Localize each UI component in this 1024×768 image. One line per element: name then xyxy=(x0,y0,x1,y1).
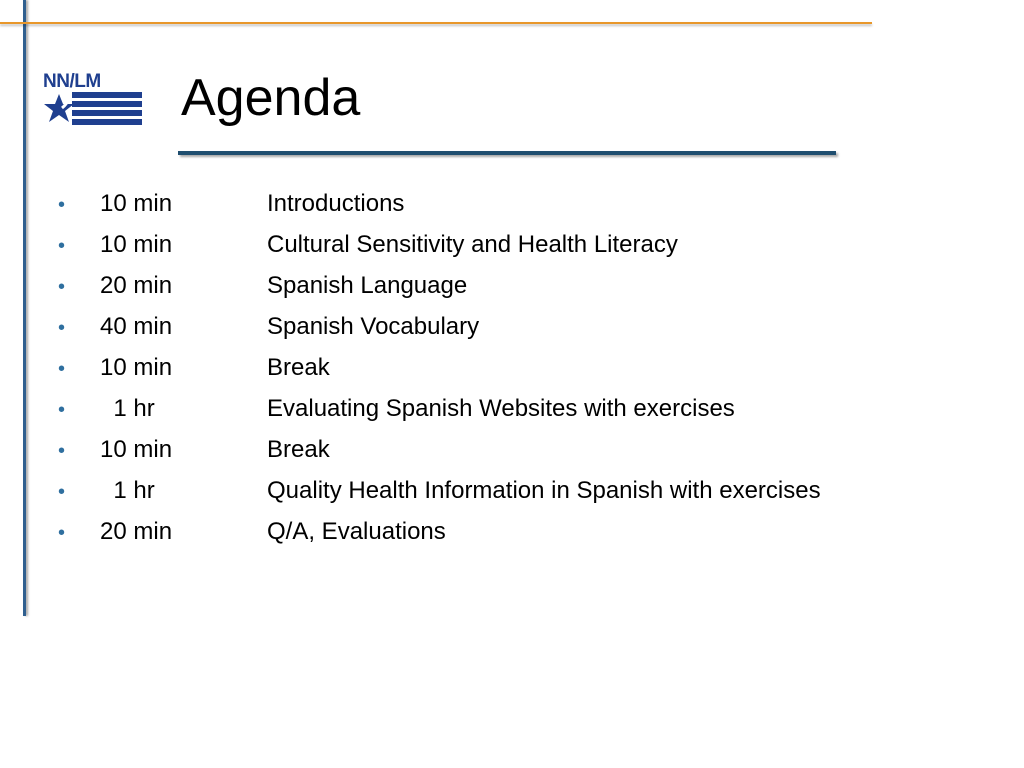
agenda-list xyxy=(58,183,821,552)
agenda-duration: 40 min xyxy=(100,313,173,340)
title-underline xyxy=(178,151,836,155)
agenda-item xyxy=(58,306,821,347)
bullet-icon: • xyxy=(58,522,66,544)
top-accent-rule xyxy=(0,22,872,24)
nnlm-logo xyxy=(42,70,144,128)
logo-text: NN/LM xyxy=(43,71,101,92)
agenda-duration: 20 min xyxy=(100,518,173,545)
agenda-duration: 1 hr xyxy=(100,477,155,504)
left-accent-bar xyxy=(23,0,26,616)
agenda-item xyxy=(58,347,821,388)
agenda-activity: Q/A, Evaluations xyxy=(267,518,446,545)
agenda-duration: 10 min xyxy=(100,190,173,217)
agenda-activity: Break xyxy=(267,354,330,381)
bullet-icon: • xyxy=(58,481,66,503)
bullet-icon: • xyxy=(58,194,66,216)
agenda-item xyxy=(58,183,821,224)
agenda-activity: Introductions xyxy=(267,190,405,217)
agenda-duration: 10 min xyxy=(100,436,173,463)
agenda-item xyxy=(58,388,821,429)
agenda-duration: 10 min xyxy=(100,354,173,381)
bullet-icon: • xyxy=(58,440,66,462)
bullet-icon: • xyxy=(58,235,66,257)
agenda-duration: 20 min xyxy=(100,272,173,299)
slide-title: Agenda xyxy=(181,69,361,127)
agenda-item xyxy=(58,511,821,552)
bullet-icon: • xyxy=(58,317,66,339)
agenda-item xyxy=(58,224,821,265)
agenda-item xyxy=(58,265,821,306)
agenda-activity: Quality Health Information in Spanish with exercises xyxy=(267,477,821,504)
bullet-icon: • xyxy=(58,276,66,298)
agenda-activity: Cultural Sensitivity and Health Literacy xyxy=(267,231,678,258)
agenda-activity: Break xyxy=(267,436,330,463)
agenda-activity: Evaluating Spanish Websites with exercises xyxy=(267,395,735,422)
agenda-activity: Spanish Language xyxy=(267,272,468,299)
bullet-icon: • xyxy=(58,399,66,421)
bullet-icon: • xyxy=(58,358,66,380)
agenda-duration: 1 hr xyxy=(100,395,155,422)
agenda-item xyxy=(58,429,821,470)
agenda-item xyxy=(58,470,821,511)
agenda-duration: 10 min xyxy=(100,231,173,258)
agenda-activity: Spanish Vocabulary xyxy=(267,313,480,340)
